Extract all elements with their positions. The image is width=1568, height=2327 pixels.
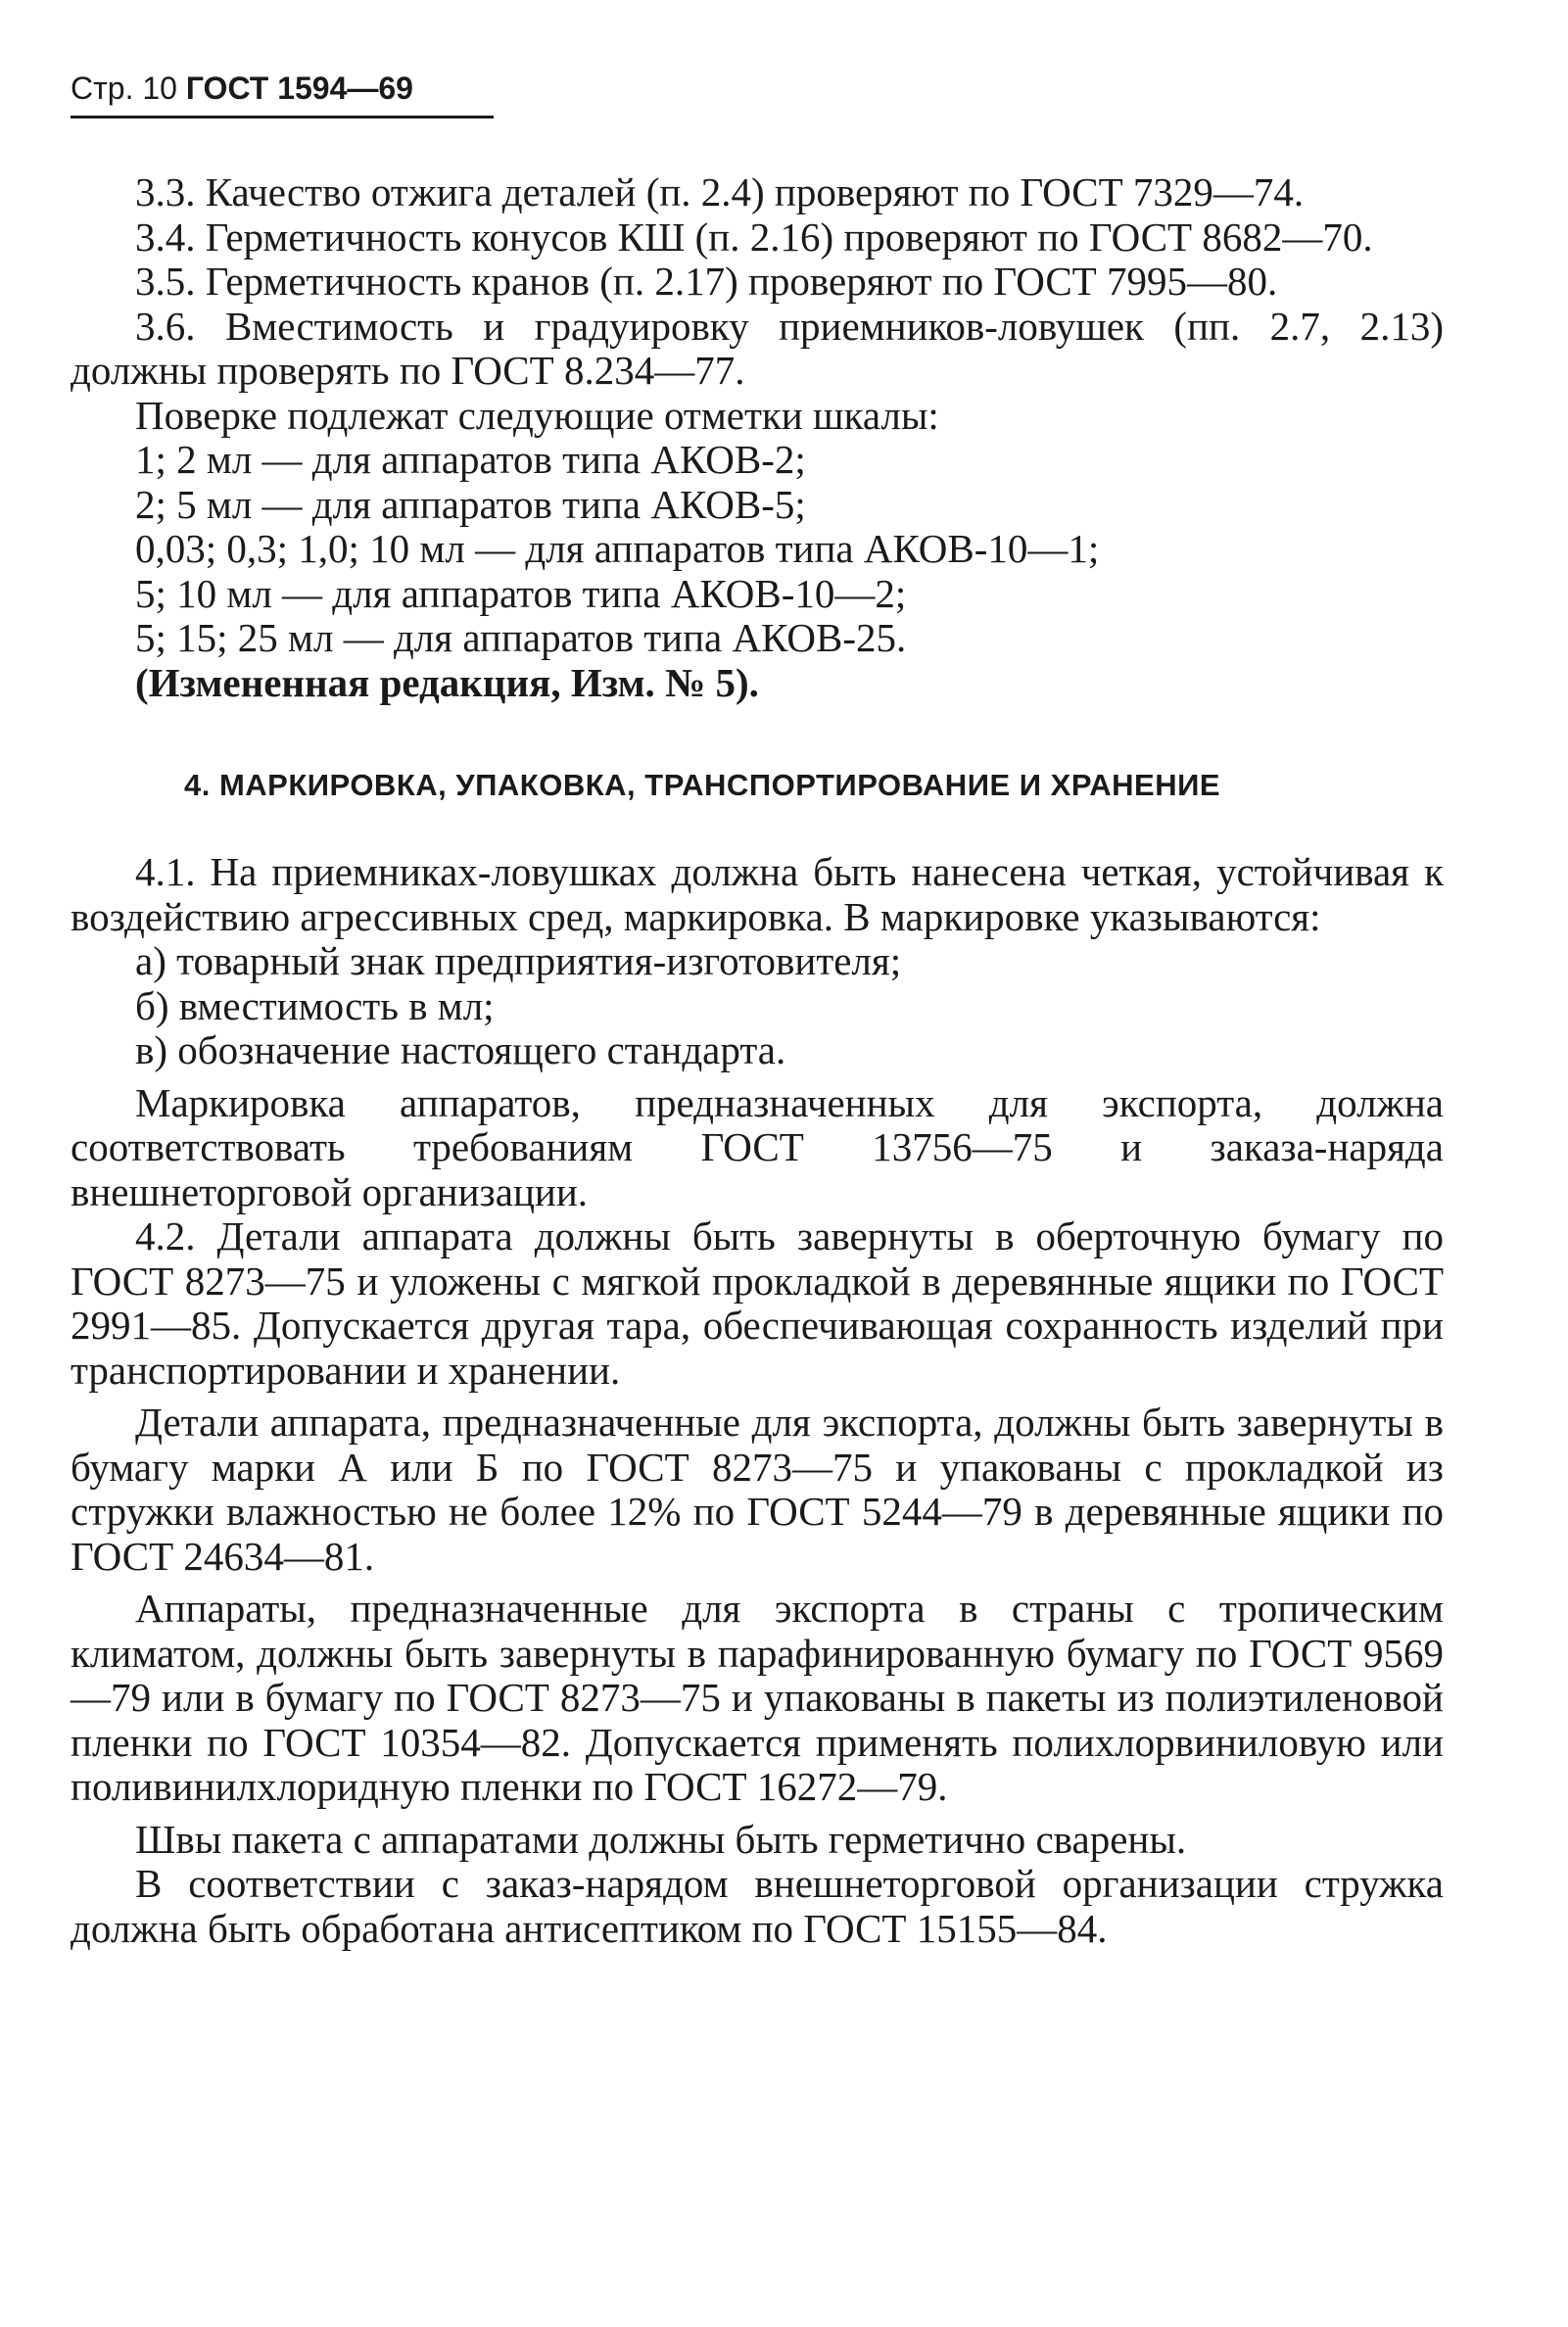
clause-3-3: 3.3. Качество отжига деталей (п. 2.4) проверяют по ГОСТ 7329—74. [135,169,1305,214]
seams-paragraph: Швы пакета с аппаратами должны быть герметично сварены. [135,1816,1187,1862]
scale-line: 5; 10 мл — для аппаратов типа АКОВ-10—2; [135,570,907,616]
page-header [71,69,413,108]
document-code: ГОСТ 1594—69 [185,71,413,106]
scale-intro: Поверке подлежат следующие отметки шкалы: [135,392,939,438]
section-4-title: 4. МАРКИРОВКА, УПАКОВКА, ТРАНСПОРТИРОВАНИЕ И ХРАНЕНИЕ [184,768,1221,802]
document-body [71,170,1444,1951]
clause-4-2: 4.2. Детали аппарата должны быть завернуты в оберточную бумагу по ГОСТ 8273—75 и уложены с мягкой прокладкой в деревянные ящики по ГОСТ 2991—85. Допускается другая тара, обеспечивающая сохранность изделий при транспортировании и хранении. [71,1213,1444,1393]
header-rule [71,116,494,119]
tropical-paragraph: Аппараты, предназначенные для экспорта в страны с тропическим климатом, должны быть завернуты в парафинированную бумагу по ГОСТ 9569—79 или в бумагу по ГОСТ 8273—75 и упакованы в пакеты из полиэтиленовой пленки по ГОСТ 10354—82. Допускается применять полихлорвиниловую или поливинилхлоридную пленки по ГОСТ 16272—79. [71,1586,1444,1809]
clause-3-5: 3.5. Герметичность кранов (п. 2.17) проверяют по ГОСТ 7995—80. [135,259,1278,304]
scale-line: 5; 15; 25 мл — для аппаратов типа АКОВ-25. [135,615,907,660]
export-marking-paragraph: Маркировка аппаратов, предназначенных для экспорта, должна соответствовать требованиям ГОСТ 13756—75 и заказа-наряда внешнеторговой организации. [71,1079,1444,1214]
clause-3-4: 3.4. Герметичность конусов КШ (п. 2.16) проверяют по ГОСТ 8682—70. [135,214,1373,260]
page-number: Стр. 10 [71,71,177,106]
change-note: (Измененная редакция, Изм. № 5). [135,659,759,705]
clause-4-1: 4.1. На приемниках-ловушках должна быть нанесена четкая, устойчивая к воздействию агрессивных сред, маркировка. В маркировке указываются: [71,849,1444,939]
list-item: в) обозначение настоящего стандарта. [135,1027,786,1072]
scale-line: 1; 2 мл — для аппаратов типа АКОВ-2; [135,437,806,482]
list-item: а) товарный знак предприятия-изготовителя; [135,938,902,983]
clause-3-6: 3.6. Вместимость и градуировку приемников-ловушек (пп. 2.7, 2.13) должны проверять по ГОСТ 8.234—77. [71,303,1444,393]
antiseptic-paragraph: В соответствии с заказ-нарядом внешнеторговой организации стружка должна быть обработана антисептиком по ГОСТ 15155—84. [71,1861,1444,1951]
list-item: б) вместимость в мл; [135,982,495,1028]
scale-line: 0,03; 0,3; 1,0; 10 мл — для аппаратов типа АКОВ-10—1; [135,526,1100,571]
scale-line: 2; 5 мл — для аппаратов типа АКОВ-5; [135,481,806,527]
export-parts-paragraph: Детали аппарата, предназначенные для экспорта, должны быть завернуты в бумагу марки А или Б по ГОСТ 8273—75 и упакованы с прокладкой из стружки влажностью не более 12% по ГОСТ 5244—79 в деревянные ящики по ГОСТ 24634—81. [71,1400,1444,1579]
